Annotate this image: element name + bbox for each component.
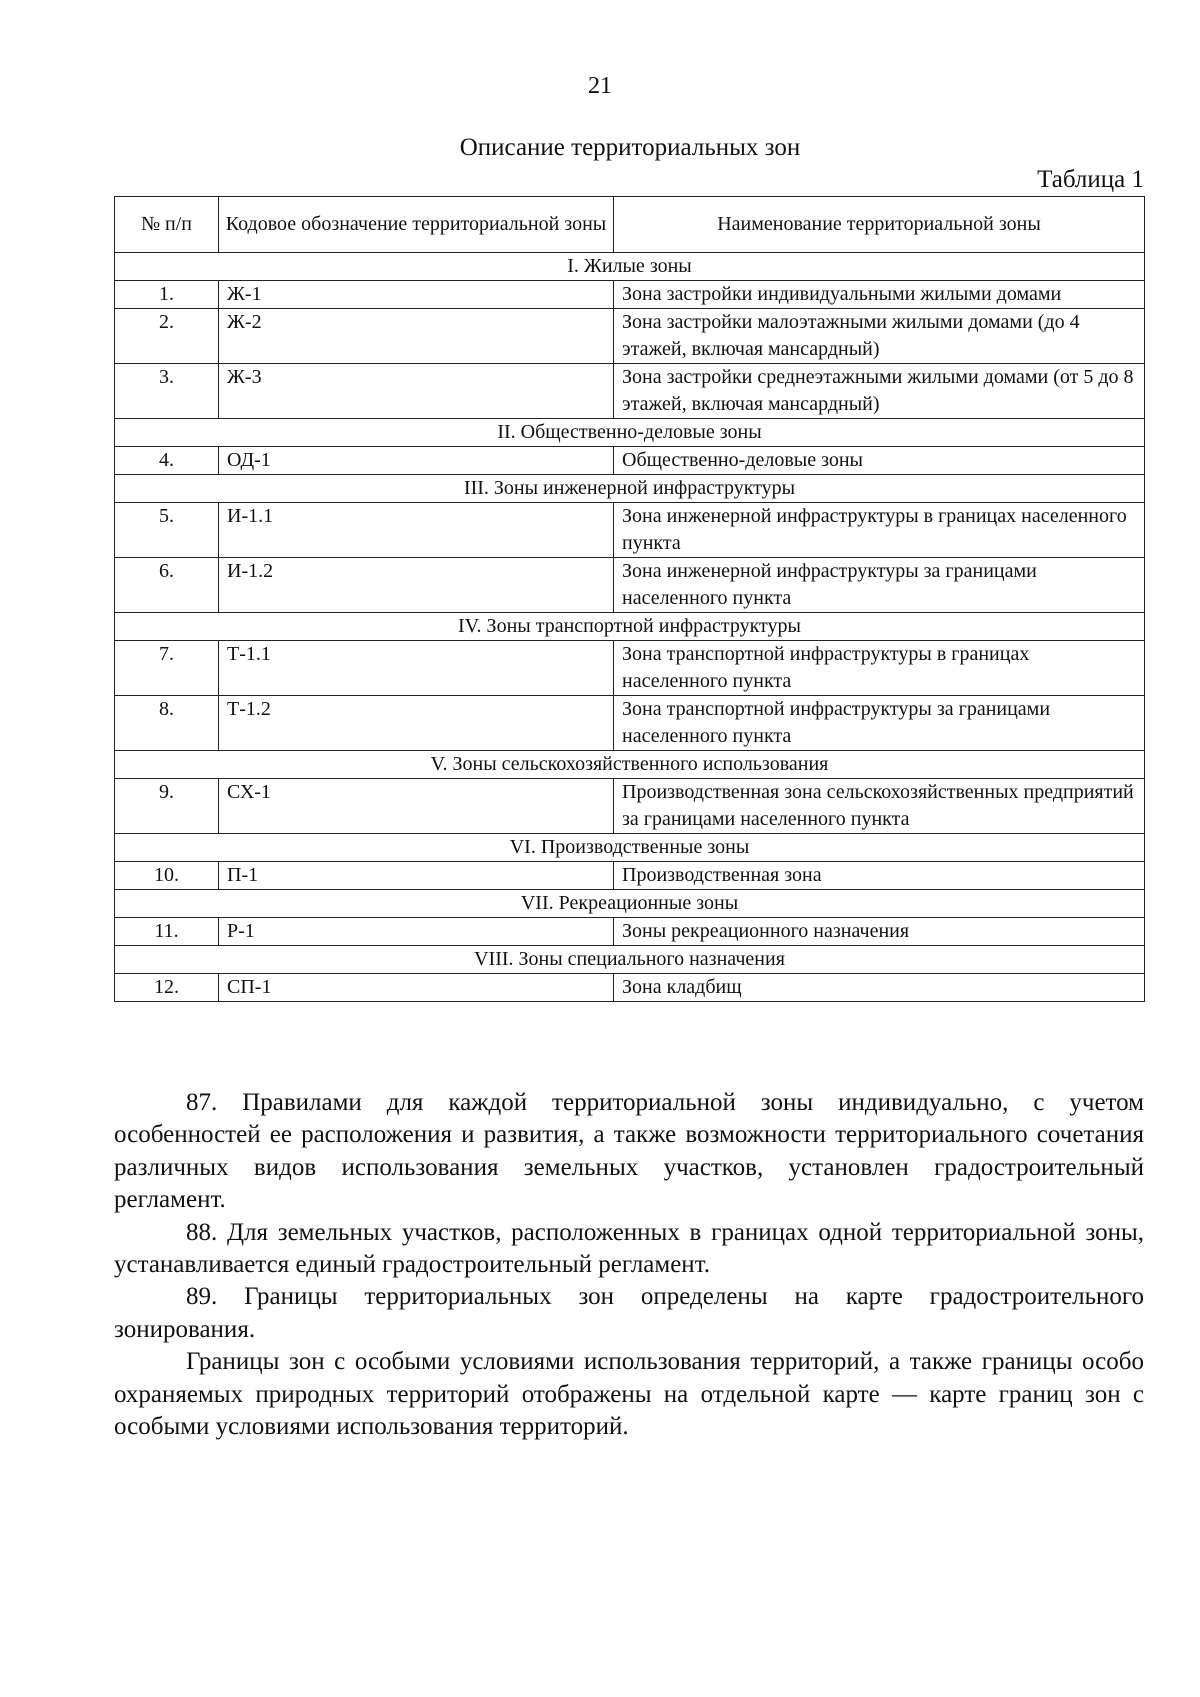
zone-code: П-1 xyxy=(219,862,614,890)
row-number: 1. xyxy=(115,281,219,309)
header-code: Кодовое обозначение территориальной зоны xyxy=(219,197,614,253)
body-text xyxy=(114,1087,1144,1443)
zone-name: Общественно-деловые зоны xyxy=(614,447,1145,475)
zone-group-title: IV. Зоны транспортной инфраструктуры xyxy=(115,613,1145,641)
table-row xyxy=(115,696,1145,751)
zone-group-row xyxy=(115,419,1145,447)
row-number: 5. xyxy=(115,503,219,558)
zone-group-row xyxy=(115,253,1145,281)
zone-name: Производственная зона xyxy=(614,862,1145,890)
zone-code: Ж-2 xyxy=(219,309,614,364)
row-number: 12. xyxy=(115,974,219,1002)
header-num: № п/п xyxy=(115,197,219,253)
paragraph: 89. Границы территориальных зон определены на карте градостроительного зонирования. xyxy=(114,1283,1144,1343)
paragraph: Границы зон с особыми условиями использования территорий, а также границы особо охраняемых природных территорий отображены на отдельной карте — карте границ зон с особыми условиями использования территорий. xyxy=(114,1348,1144,1441)
zone-group-title: III. Зоны инженерной инфраструктуры xyxy=(115,475,1145,503)
zone-name: Производственная зона сельскохозяйственных предприятий за границами населенного пункта xyxy=(614,779,1145,834)
table-row xyxy=(115,503,1145,558)
row-number: 9. xyxy=(115,779,219,834)
zone-code: Ж-1 xyxy=(219,281,614,309)
table-row xyxy=(115,641,1145,696)
document-title: Описание территориальных зон xyxy=(459,134,801,161)
row-number: 2. xyxy=(115,309,219,364)
zone-name: Зона застройки среднеэтажными жилыми домами (от 5 до 8 этажей, включая мансардный) xyxy=(614,364,1145,419)
zone-group-title: V. Зоны сельскохозяйственного использования xyxy=(115,751,1145,779)
zone-name: Зона застройки индивидуальными жилыми домами xyxy=(614,281,1145,309)
row-number: 3. xyxy=(115,364,219,419)
row-number: 7. xyxy=(115,641,219,696)
zone-group-row xyxy=(115,834,1145,862)
zones-table xyxy=(114,196,1145,1002)
zone-code: Т-1.2 xyxy=(219,696,614,751)
zone-code: Ж-3 xyxy=(219,364,614,419)
table-row xyxy=(115,309,1145,364)
row-number: 10. xyxy=(115,862,219,890)
table-row xyxy=(115,281,1145,309)
zone-code: ОД-1 xyxy=(219,447,614,475)
zone-code: И-1.2 xyxy=(219,558,614,613)
table-row xyxy=(115,558,1145,613)
zone-group-row xyxy=(115,475,1145,503)
zone-code: СХ-1 xyxy=(219,779,614,834)
header-row xyxy=(115,197,1145,253)
zone-name: Зона транспортной инфраструктуры за границами населенного пункта xyxy=(614,696,1145,751)
zone-group-row xyxy=(115,751,1145,779)
zone-name: Зона кладбищ xyxy=(614,974,1145,1002)
table-body xyxy=(115,253,1145,1002)
zone-group-title: VII. Рекреационные зоны xyxy=(115,890,1145,918)
zone-name: Зона застройки малоэтажными жилыми домами (до 4 этажей, включая мансардный) xyxy=(614,309,1145,364)
table-row xyxy=(115,447,1145,475)
header-name: Наименование территориальной зоны xyxy=(614,197,1145,253)
zone-group-title: I. Жилые зоны xyxy=(115,253,1145,281)
row-number: 6. xyxy=(115,558,219,613)
paragraph: 87. Правилами для каждой территориальной зоны индивидуально, с учетом особенностей ее расположения и развития, а также возможности территориального сочетания различных видов использования земельных участков, установлен градостроительный регламент. xyxy=(114,1089,1144,1214)
zone-code: Р-1 xyxy=(219,918,614,946)
zone-code: СП-1 xyxy=(219,974,614,1002)
table-caption: Таблица 1 xyxy=(1037,166,1144,193)
zone-group-title: VIII. Зоны специального назначения xyxy=(115,946,1145,974)
page-number: 21 xyxy=(588,73,612,99)
zone-group-row xyxy=(115,890,1145,918)
row-number: 11. xyxy=(115,918,219,946)
row-number: 8. xyxy=(115,696,219,751)
table-row xyxy=(115,364,1145,419)
table-header xyxy=(115,197,1145,253)
row-number: 4. xyxy=(115,447,219,475)
zone-group-row xyxy=(115,946,1145,974)
zone-name: Зона транспортной инфраструктуры в границах населенного пункта xyxy=(614,641,1145,696)
zone-group-title: VI. Производственные зоны xyxy=(115,834,1145,862)
zone-code: И-1.1 xyxy=(219,503,614,558)
table-row xyxy=(115,862,1145,890)
table-row xyxy=(115,974,1145,1002)
table-row xyxy=(115,918,1145,946)
zone-name: Зона инженерной инфраструктуры в границах населенного пункта xyxy=(614,503,1145,558)
zone-group-title: II. Общественно-деловые зоны xyxy=(115,419,1145,447)
paragraph: 88. Для земельных участков, расположенных в границах одной территориальной зоны, устанавливается единый градостроительный регламент. xyxy=(114,1218,1144,1279)
zone-group-row xyxy=(115,613,1145,641)
zone-name: Зона инженерной инфраструктуры за границами населенного пункта xyxy=(614,558,1145,613)
zone-name: Зоны рекреационного назначения xyxy=(614,918,1145,946)
zone-code: Т-1.1 xyxy=(219,641,614,696)
table-row xyxy=(115,779,1145,834)
